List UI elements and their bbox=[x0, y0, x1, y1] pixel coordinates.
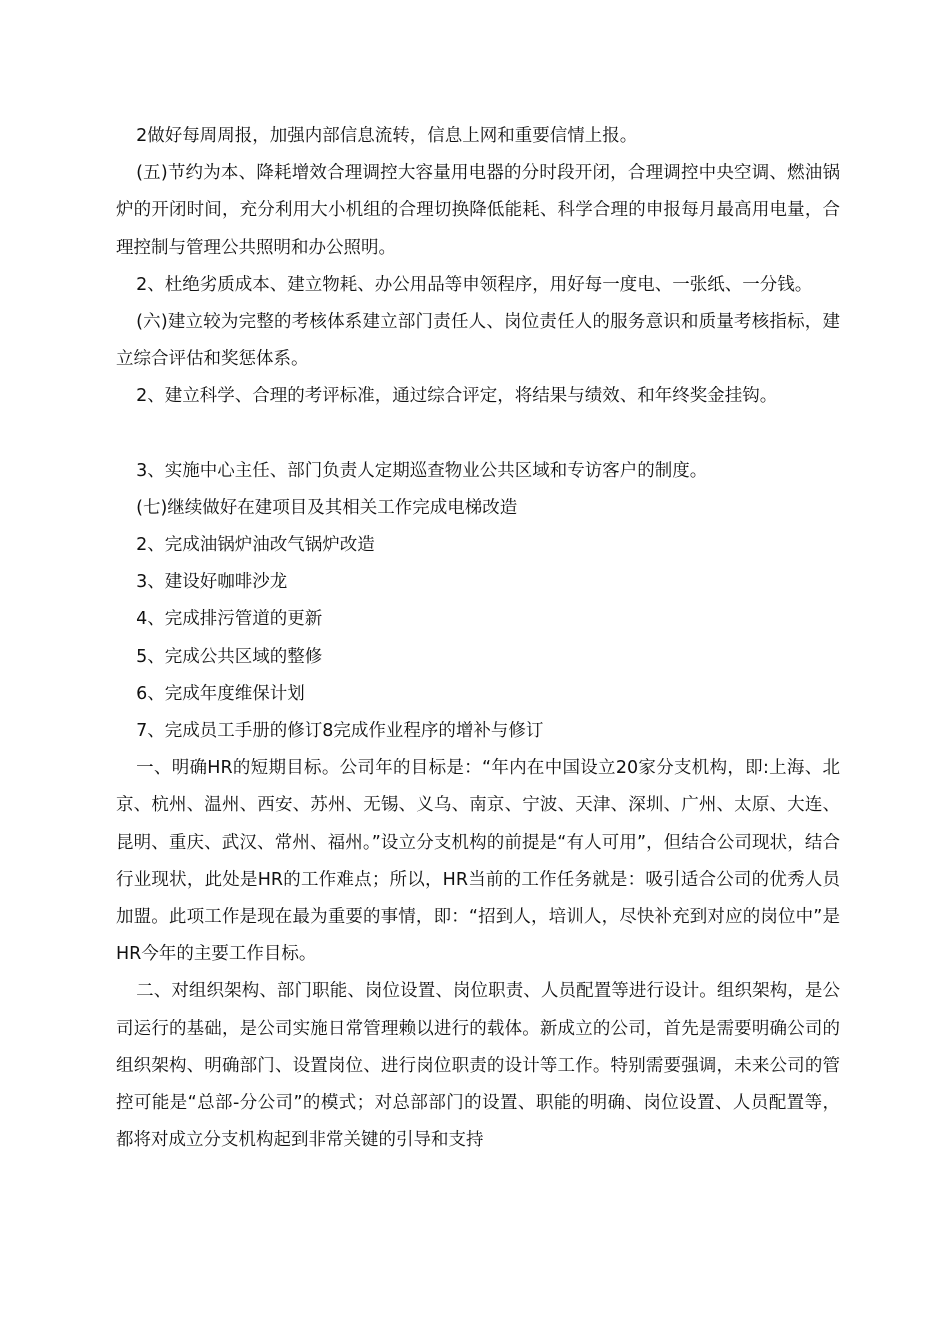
paragraph-section-six: (六)建立较为完整的考核体系建立部门责任人、岗位责任人的服务意识和质量考核指标，建立综合评估和奖惩体系。 bbox=[116, 312, 840, 370]
list-item: 2、完成油锅炉油改气锅炉改造 bbox=[136, 535, 375, 556]
paragraph-section-seven: (七)继续做好在建项目及其相关工作完成电梯改造 bbox=[136, 497, 518, 518]
list-item: 4、完成排污管道的更新 bbox=[136, 609, 323, 630]
document-body bbox=[116, 118, 840, 1159]
list-item: 6、完成年度维保计划 bbox=[136, 683, 305, 704]
list-item: 3、建设好咖啡沙龙 bbox=[136, 572, 288, 593]
paragraph-org-structure: 二、对组织架构、部门职能、岗位设置、岗位职责、人员配置等进行设计。组织架构，是公司运行的基础，是公司实施日常管理赖以进行的载体。新成立的公司，首先是需要明确公司的组织架构、明确部门、设置岗位、进行岗位职责的设计等工作。特别需要强调，未来公司的管控可能是“总部-分公司”的模式；对总部部门的设置、职能的明确、岗位设置、人员配置等，都将对成立分支机构起到非常关键的引导和支持 bbox=[116, 981, 840, 1151]
paragraph-evaluation-standard: 2、建立科学、合理的考评标准，通过综合评定，将结果与绩效、和年终奖金挂钩。 bbox=[136, 386, 778, 407]
paragraph-weekly-report: 2做好每周周报，加强内部信息流转，信息上网和重要信情上报。 bbox=[136, 126, 638, 146]
list-item: 5、完成公共区域的整修 bbox=[136, 646, 323, 667]
paragraph-inspection: 3、实施中心主任、部门负责人定期巡查物业公共区域和专访客户的制度。 bbox=[136, 460, 708, 481]
paragraph-hr-goal: 一、明确HR的短期目标。公司年的目标是：“年内在中国设立20家分支机构，即:上海、北京、杭州、温州、西安、苏州、无锡、义乌、南京、宁波、天津、深圳、广州、太原、大连、昆明、重庆、武汉、常州、福州。”设立分支机构的前提是“有人可用”，但结合公司现状，结合行业现状，此处是HR的工作难点；所以，HR当前的工作任务就是：吸引适合公司的优秀人员加盟。此项工作是现在最为重要的事情，即：“招到人，培训人，尽快补充到对应的岗位中”是HR今年的主要工作目标。 bbox=[116, 758, 840, 965]
list-item: 7、完成员工手册的修订8完成作业程序的增补与修订 bbox=[136, 721, 544, 742]
paragraph-section-five: (五)节约为本、降耗增效合理调控大容量用电器的分时段开闭，合理调控中央空调、燃油锅炉的开闭时间，充分利用大小机组的合理切换降低能耗、科学合理的申报每月最高用电量，合理控制与管理公共照明和办公照明。 bbox=[116, 163, 840, 258]
paragraph-cost-control: 2、杜绝劣质成本、建立物耗、办公用品等申领程序，用好每一度电、一张纸、一分钱。 bbox=[136, 274, 813, 295]
